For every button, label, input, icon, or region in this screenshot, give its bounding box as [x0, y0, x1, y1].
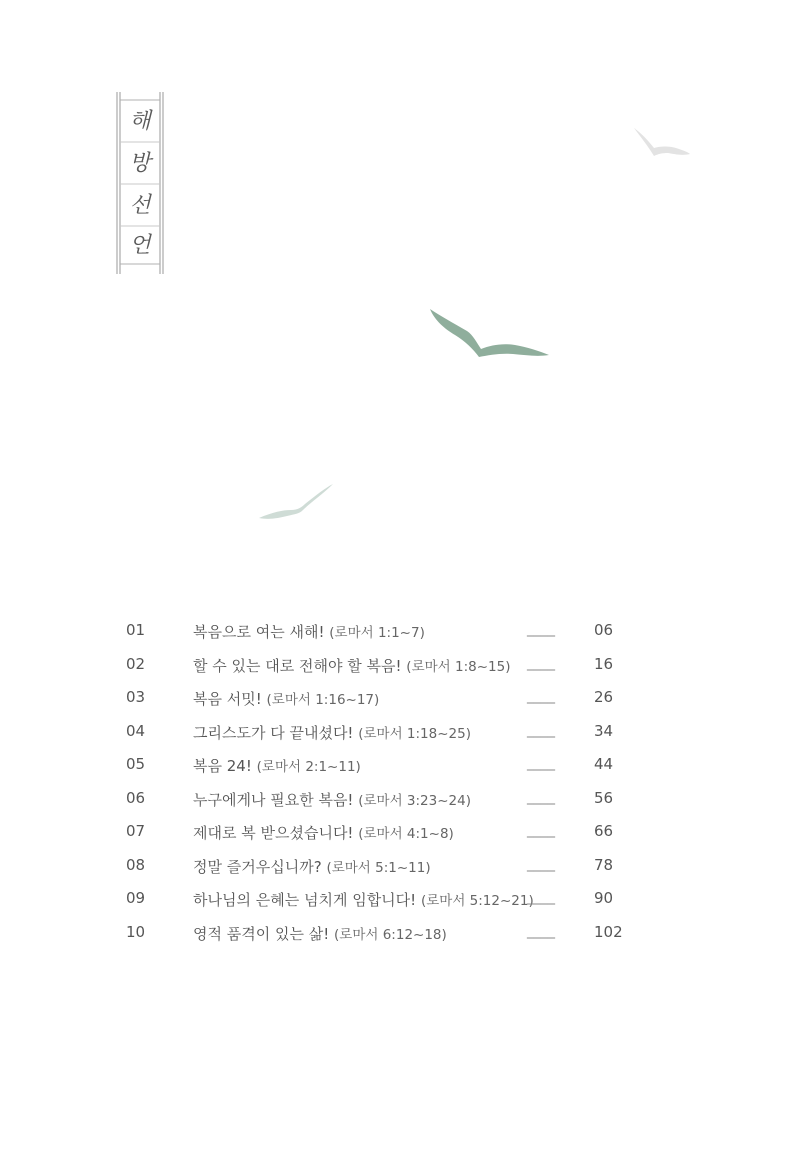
table-of-contents: [0, 615, 800, 950]
toc-reference: (로마서 2:1~11): [256, 759, 361, 775]
toc-reference: (로마서 1:1~7): [329, 625, 425, 641]
toc-title: [193, 789, 471, 810]
toc-number: 03: [126, 688, 146, 706]
toc-number: 10: [126, 922, 146, 941]
toc-number: 07: [126, 822, 146, 840]
toc-title-text: 하나님의 은혜는 넘치게 임합니다!: [193, 891, 417, 909]
toc-page: 44: [594, 755, 614, 773]
toc-title-text: 복음으로 여는 새해!: [193, 623, 325, 641]
toc-leader: ____: [527, 721, 555, 738]
toc-number: 09: [126, 889, 146, 907]
toc-title: [193, 923, 447, 944]
toc-row[interactable]: [0, 649, 800, 683]
toc-row[interactable]: [0, 917, 800, 951]
toc-page: 78: [594, 855, 614, 874]
bird-icon: [425, 305, 555, 363]
toc-leader: ____: [527, 755, 555, 771]
toc-leader: ____: [527, 654, 555, 671]
toc-number: 04: [126, 721, 146, 740]
toc-page: 90: [594, 889, 614, 907]
toc-page: 16: [594, 654, 614, 673]
toc-title: [193, 889, 534, 910]
toc-reference: (로마서 1:16~17): [266, 692, 380, 708]
toc-title-text: 할 수 있는 대로 전해야 할 복음!: [193, 656, 402, 675]
toc-reference: (로마서 5:12~21): [420, 893, 534, 909]
toc-title-text: 누구에게나 필요한 복음!: [193, 790, 354, 809]
toc-page: 56: [594, 788, 614, 807]
toc-reference: (로마서 1:8~15): [406, 658, 511, 675]
title-char: 선: [129, 193, 151, 218]
toc-row[interactable]: [0, 749, 800, 783]
toc-title: [193, 755, 361, 776]
toc-page: 26: [594, 688, 614, 706]
toc-number: 05: [126, 755, 146, 773]
toc-row[interactable]: [0, 716, 800, 750]
toc-title: [193, 856, 431, 877]
toc-leader: ____: [527, 621, 555, 637]
toc-title: [193, 722, 471, 743]
title-scroll: [116, 92, 164, 274]
toc-title-text: 정말 즐거우십니까?: [193, 857, 322, 876]
toc-title: [193, 621, 425, 642]
bird-icon: [255, 482, 337, 524]
title-char: 방: [129, 151, 151, 176]
toc-page: 06: [594, 621, 614, 639]
toc-title: [193, 655, 510, 676]
toc-row[interactable]: [0, 615, 800, 649]
toc-row[interactable]: [0, 682, 800, 716]
toc-row[interactable]: [0, 850, 800, 884]
toc-title: [193, 822, 454, 843]
toc-row[interactable]: [0, 883, 800, 917]
toc-leader: ____: [527, 822, 555, 838]
toc-title-text: 영적 품격이 있는 삶!: [193, 924, 330, 943]
toc-leader: ____: [527, 922, 555, 939]
toc-number: 06: [126, 788, 146, 807]
title-char: 해: [129, 109, 151, 134]
toc-title-text: 복음 24!: [193, 757, 252, 775]
toc-leader: ____: [527, 855, 555, 872]
title-char: 언: [129, 233, 151, 258]
bird-icon: [630, 122, 694, 160]
toc-leader: ____: [527, 788, 555, 805]
toc-reference: (로마서 6:12~18): [334, 926, 447, 943]
toc-title-text: 복음 서밋!: [193, 690, 262, 708]
toc-title-text: 그리스도가 다 끝내셨다!: [193, 723, 354, 742]
toc-title-text: 제대로 복 받으셨습니다!: [193, 824, 354, 842]
title-text: [116, 92, 164, 274]
toc-leader: ____: [527, 889, 555, 905]
toc-number: 02: [126, 654, 146, 673]
toc-number: 01: [126, 621, 146, 639]
toc-page: 66: [594, 822, 614, 840]
toc-reference: (로마서 5:1~11): [326, 859, 431, 876]
toc-page: 34: [594, 721, 614, 740]
toc-leader: ____: [527, 688, 555, 704]
toc-reference: (로마서 4:1~8): [358, 826, 454, 842]
toc-row[interactable]: [0, 783, 800, 817]
toc-number: 08: [126, 855, 146, 874]
toc-page: 102: [594, 922, 623, 941]
toc-title: [193, 688, 379, 709]
toc-reference: (로마서 3:23~24): [358, 792, 471, 809]
toc-reference: (로마서 1:18~25): [358, 725, 471, 742]
toc-row[interactable]: [0, 816, 800, 850]
